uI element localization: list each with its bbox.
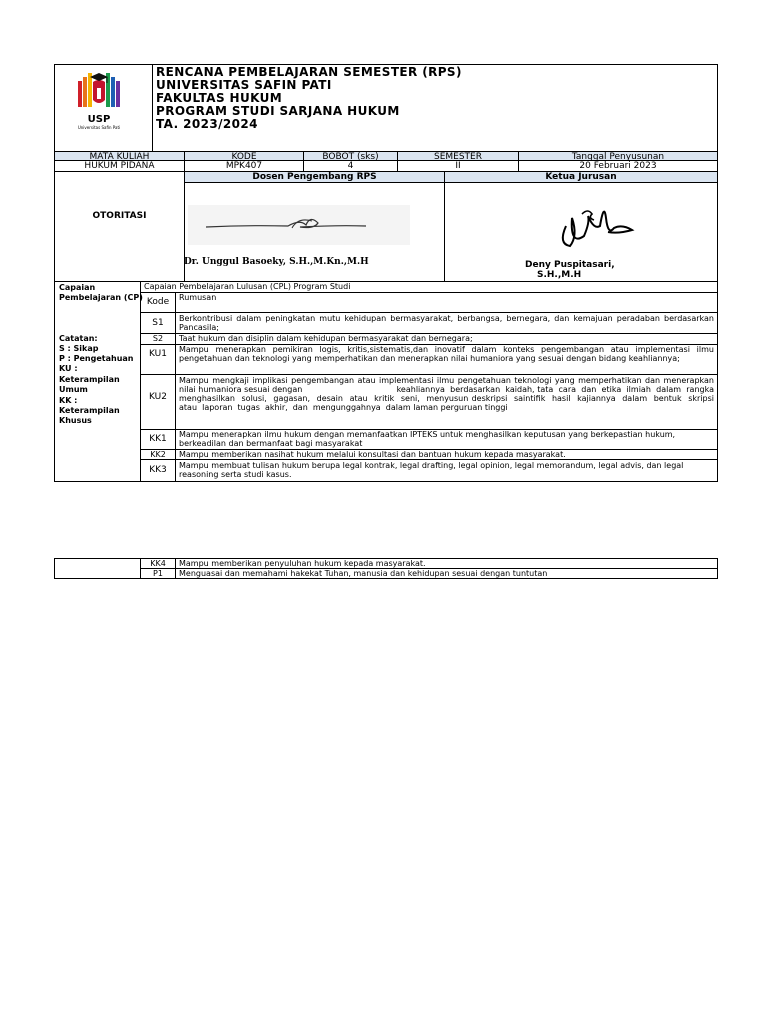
course-header-credits: BOBOT (sks) <box>303 151 398 161</box>
col-header-code: Kode <box>140 292 176 313</box>
cpl-code-ku2: KU2 <box>140 374 176 430</box>
cp-note-2: S : Sikap <box>59 344 99 353</box>
head-name-line-1: Deny Puspitasari, <box>525 260 615 270</box>
course-header-name: MATA KULIAH <box>54 151 185 161</box>
doc-title-line-3: FAKULTAS HUKUM <box>156 91 283 105</box>
cp-label-line-1: Capaian <box>59 283 96 292</box>
cpl-title: Capaian Pembelajaran Lulusan (CPL) Program Studi <box>140 281 718 293</box>
course-value-semester: II <box>397 160 519 172</box>
doc-title-line-4: PROGRAM STUDI SARJANA HUKUM <box>156 104 400 118</box>
cp-note-3: P : Pengetahuan <box>59 354 134 363</box>
cpl-text-ku1: Mampu menerapkan pemikiran logis, kritis,sistematis,dan inovatif dalam konteks pengembangan atau implementasi ilmu pengetahuan dan teknologi yang memperhatikan dan menerapkan nilai humaniora yang sesuai dengan bidang keahliannya; <box>175 344 718 375</box>
course-value-credits: 4 <box>303 160 398 172</box>
cp-note-9: Khusus <box>59 416 92 425</box>
dev-signature-image <box>188 205 410 245</box>
cpl-code-kk4: KK4 <box>140 558 176 569</box>
cpl-text-kk4: Mampu memberikan penyuluhan hukum kepada masyarakat. <box>175 558 718 569</box>
cp-note-6: Umum <box>59 385 88 394</box>
continued-label-cell <box>54 558 141 579</box>
doc-title-line-1: RENCANA PEMBELAJARAN SEMESTER (RPS) <box>156 65 462 79</box>
logo-text: USP <box>87 114 111 125</box>
course-value-name: HUKUM PIDANA <box>54 160 185 172</box>
cp-note-7: KK : <box>59 396 78 405</box>
cpl-code-s1: S1 <box>140 312 176 334</box>
authority-label-cell <box>54 171 185 282</box>
dev-header: Dosen Pengembang RPS <box>184 171 445 183</box>
cp-note-4: KU : <box>59 364 78 373</box>
head-header: Ketua Jurusan <box>444 171 718 183</box>
doc-title-line-5: TA. 2023/2024 <box>156 117 258 131</box>
cpl-code-kk2: KK2 <box>140 449 176 460</box>
col-header-formulation: Rumusan <box>175 292 718 313</box>
cpl-code-kk3: KK3 <box>140 459 176 482</box>
cpl-code-p1: P1 <box>140 568 176 579</box>
course-value-date: 20 Februari 2023 <box>518 160 718 172</box>
cpl-code-ku1: KU1 <box>140 344 176 375</box>
cp-note-8: Keterampilan <box>59 406 120 415</box>
cpl-text-kk1: Mampu menerapkan ilmu hukum dengan memanfaatkan IPTEKS untuk menghasilkan keputusan yang berkepastian hukum, berkeadilan dan bermanfaat bagi masyarakat <box>175 429 718 450</box>
cpl-text-kk2: Mampu memberikan nasihat hukum melalui konsultasi dan bantuan hukum kepada masyarakat. <box>175 449 718 460</box>
head-name-line-2: S.H.,M.H <box>537 270 582 280</box>
cpl-text-ku2: Mampu mengkaji implikasi pengembangan atau implementasi ilmu pengetahuan teknologi yang memperhatikan dan menerapkan nilai humaniora sesuai dengan keahliannya berdasarkan kaidah, tata cara dan etika ilmiah dalam rangka menghasilkan solusi, gagasan, desain atau kritik seni, menyusun deskripsi saintifik hasil kajiannya dalam bentuk skripsi atau laporan tugas akhir, dan mengunggahnya dalam laman perguruan tinggi <box>175 374 718 430</box>
dev-name: Dr. Unggul Basoeky, S.H.,M.Kn.,M.H <box>184 257 369 267</box>
cpl-text-kk3: Mampu membuat tulisan hukum berupa legal kontrak, legal drafting, legal opinion, legal memorandum, legal advis, dan legal reasoning serta studi kasus. <box>175 459 718 482</box>
authority-label: OTORITASI <box>92 211 147 221</box>
course-header-date: Tanggal Penyusunan <box>518 151 718 161</box>
cp-label-line-2: Pembelajaran (CP) <box>59 293 143 302</box>
cpl-text-s1: Berkontribusi dalam peningkatan mutu kehidupan bermasyarakat, berbangsa, bernegara, dan kemajuan peradaban berdasarkan Pancasila; <box>175 312 718 334</box>
cpl-code-s2: S2 <box>140 333 176 345</box>
cpl-text-p1: Menguasai dan memahami hakekat Tuhan, manusia dan kehidupan sesuai dengan tuntutan <box>175 568 718 579</box>
logo-divider <box>152 64 153 152</box>
cpl-code-kk1: KK1 <box>140 429 176 450</box>
course-header-code: KODE <box>184 151 304 161</box>
cp-note-5: Keterampilan <box>59 375 120 384</box>
cpl-text-s2: Taat hukum dan disiplin dalam kehidupan bermasyarakat dan bernegara; <box>175 333 718 345</box>
cp-note-1: Catatan: <box>59 334 98 343</box>
course-value-code: MPK407 <box>184 160 304 172</box>
course-header-semester: SEMESTER <box>397 151 519 161</box>
doc-title-line-2: UNIVERSITAS SAFIN PATI <box>156 78 332 92</box>
head-signature-image <box>548 196 636 256</box>
logo-subtext: Universitas Safin Pati <box>77 125 121 130</box>
